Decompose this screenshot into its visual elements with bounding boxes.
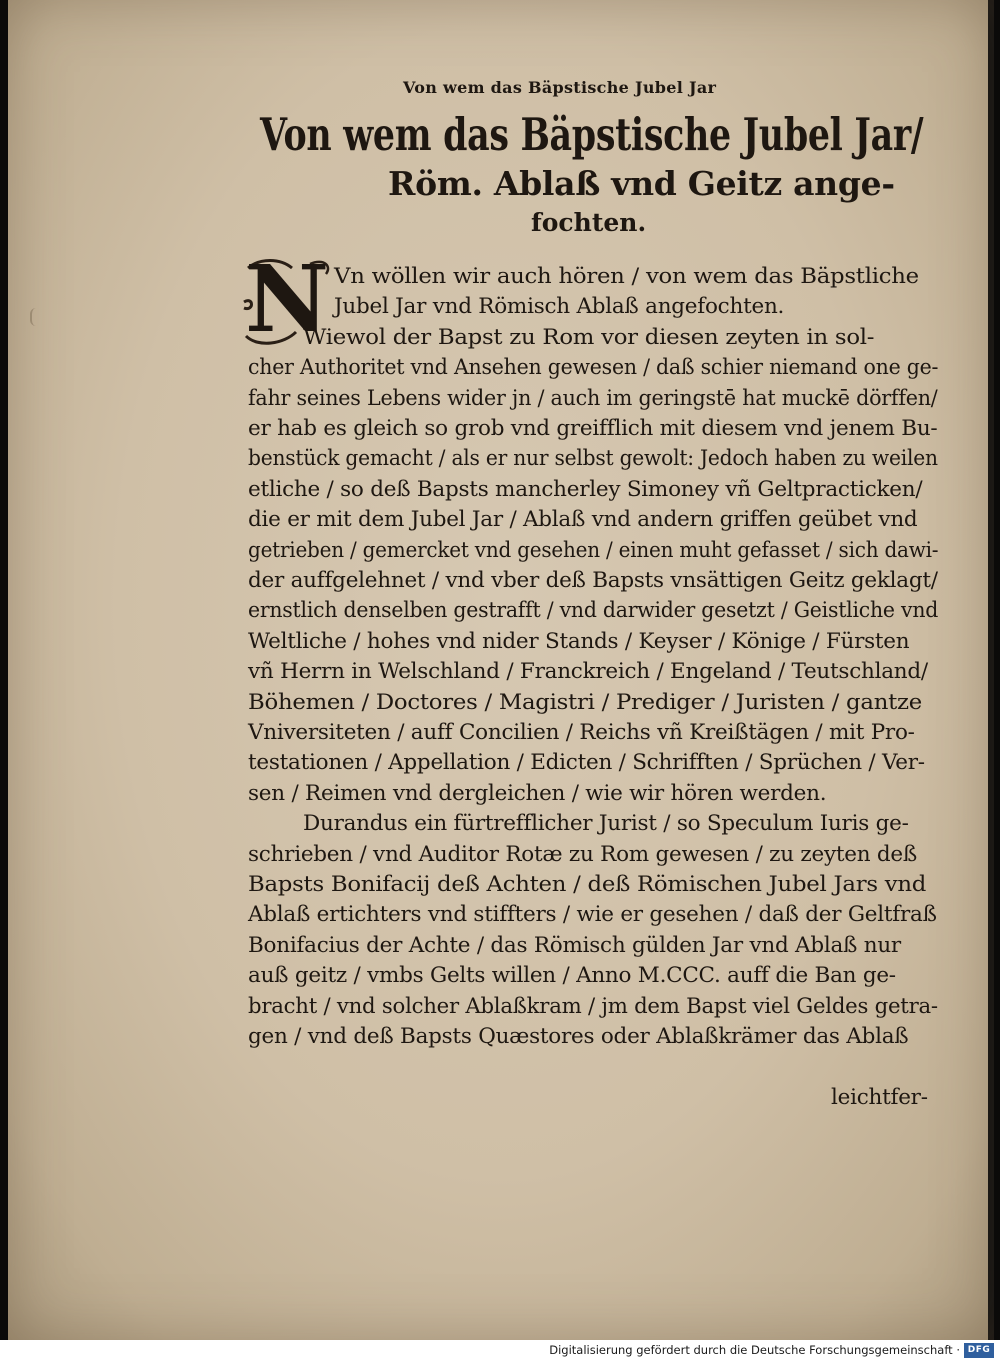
text-line: Durandus ein fürtrefflicher Jurist / so Speculum Iuris ge-: [303, 811, 909, 837]
text-line: auß geitz / vmbs Gelts willen / Anno M.CCC. auff die Ban ge-: [248, 963, 896, 989]
title-line-1: Von wem das Bäpstische Jubel Jar/: [260, 108, 924, 161]
text-line: testationen / Appellation / Edicten / Schrifften / Sprüchen / Ver-: [248, 750, 925, 776]
text-line: Böhemen / Doctores / Magistri / Prediger / Juristen / gantze: [248, 689, 922, 715]
dfg-logo-icon: DFG: [964, 1343, 994, 1358]
text-line: Bapsts Bonifacij deß Achten / deß Römischen Jubel Jars vnd: [248, 872, 927, 897]
text-line: Vniversiteten / auff Concilien / Reichs vñ Kreißtägen / mit Pro-: [248, 720, 915, 745]
text-line: Weltliche / hohes vnd nider Stands / Keyser / Könige / Fürsten: [248, 628, 910, 654]
catchword: leichtfer-: [831, 1085, 928, 1110]
text-line: cher Authoritet vnd Ansehen gewesen / daß schier niemand one ge-: [248, 355, 939, 381]
text-line: die er mit dem Jubel Jar / Ablaß vnd andern griffen geübet vnd: [248, 507, 918, 533]
running-head: Von wem das Bäpstische Jubel Jar: [403, 78, 717, 97]
title-line-2: Röm. Ablaß vnd Geitz ange-: [388, 164, 895, 203]
text-line: vñ Herrn in Welschland / Franckreich / Engeland / Teutschland/: [248, 659, 928, 685]
text-line: ernstlich denselben gestrafft / vnd darwider gesetzt / Geistliche vnd: [248, 598, 939, 624]
drop-cap-initial: N: [244, 245, 330, 353]
text-line: etliche / so deß Bapsts mancherley Simoney vñ Geltpracticken/: [248, 476, 923, 502]
text-line: schrieben / vnd Auditor Rotæ zu Rom gewesen / zu zeyten deß: [248, 841, 917, 867]
title-line-3: fochten.: [531, 208, 647, 237]
text-line: bracht / vnd solcher Ablaßkram / jm dem Bapst viel Geldes getra-: [248, 993, 938, 1019]
text-line: Ablaß ertichters vnd stiffters / wie er gesehen / daß der Geltfraß: [248, 902, 937, 928]
text-line: getrieben / gemercket vnd gesehen / einen muht gefasset / sich dawi-: [248, 537, 939, 563]
text-line: Jubel Jar vnd Römisch Ablaß angefochten.: [334, 294, 785, 320]
text-line: benstück gemacht / als er nur selbst gewolt: Jedoch haben zu weilen: [248, 446, 938, 472]
text-line: Bonifacius der Achte / das Römisch gülden Jar vnd Ablaß nur: [248, 932, 901, 958]
text-line: Wiewol der Bapst zu Rom vor diesen zeyten in sol-: [303, 324, 875, 350]
page-edge: [988, 0, 994, 1340]
margin-mark: [30, 308, 46, 326]
text-line: gen / vnd deß Bapsts Quæstores oder Ablaßkrämer das Ablaß: [248, 1024, 909, 1049]
text-line: er hab es gleich so grob vnd greifflich mit diesem vnd jenem Bu-: [248, 416, 938, 441]
digitization-footer: [0, 1340, 1000, 1362]
text-line: sen / Reimen vnd dergleichen / wie wir hören werden.: [248, 780, 827, 806]
text-line: fahr seines Lebens wider jn / auch im geringstē hat muckē dörffen/: [248, 385, 938, 411]
funding-note: Digitalisierung gefördert durch die Deutsche Forschungsgemeinschaft ·: [549, 1343, 960, 1357]
book-page: [8, 0, 994, 1340]
text-line: der auffgelehnet / vnd vber deß Bapsts vnsättigen Geitz geklagt/: [248, 568, 938, 593]
text-line: Vn wöllen wir auch hören / von wem das Bäpstliche: [334, 264, 919, 289]
